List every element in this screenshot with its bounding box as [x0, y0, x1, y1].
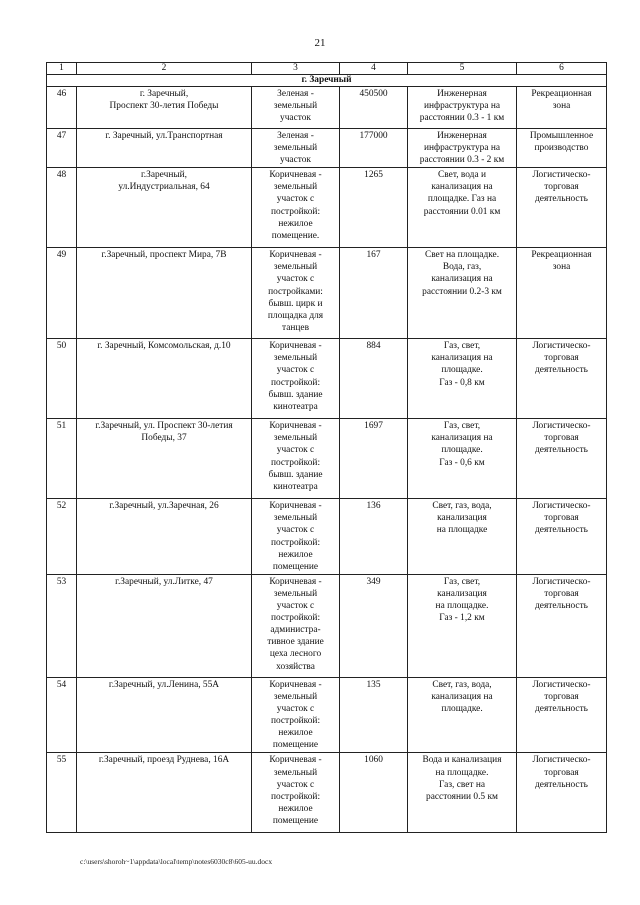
infrastructure-cell: Свет на площадке. Вода, газ, канализация на расстоянии 0.2-3 км: [408, 248, 517, 339]
category-cell: Зеленая - земельный участок: [252, 129, 340, 168]
intended-use-cell: Логистическо- торговая деятельность: [517, 419, 607, 499]
intended-use-cell: Логистическо- торговая деятельность: [517, 499, 607, 575]
row-number: 52: [47, 499, 77, 575]
table-row: [47, 339, 607, 419]
infrastructure-cell: Газ, свет, канализация на площадке. Газ - 1,2 км: [408, 574, 517, 677]
table-row: [47, 168, 607, 248]
area-cell: 450500: [340, 87, 408, 129]
intended-use-cell: Логистическо- торговая деятельность: [517, 574, 607, 677]
intended-use-cell: Рекреационная зона: [517, 87, 607, 129]
column-number: 2: [77, 63, 252, 75]
category-cell: Зеленая - земельный участок: [252, 87, 340, 129]
investment-sites-table: [46, 62, 607, 833]
intended-use-cell: Логистическо- торговая деятельность: [517, 677, 607, 753]
intended-use-cell: Логистическо- торговая деятельность: [517, 339, 607, 419]
infrastructure-cell: Свет, вода и канализация на площадке. Газ на расстоянии 0.01 км: [408, 168, 517, 248]
column-number: 3: [252, 63, 340, 75]
address-cell: г.Заречный, проспект Мира, 7В: [77, 248, 252, 339]
area-cell: 1060: [340, 753, 408, 833]
area-cell: 884: [340, 339, 408, 419]
table-row: [47, 129, 607, 168]
area-cell: 167: [340, 248, 408, 339]
category-cell: Коричневая - земельный участок с постройкой: нежилое помещение: [252, 753, 340, 833]
column-number: 4: [340, 63, 408, 75]
column-number: 5: [408, 63, 517, 75]
intended-use-cell: Логистическо- торговая деятельность: [517, 753, 607, 833]
column-number: 6: [517, 63, 607, 75]
row-number: 51: [47, 419, 77, 499]
infrastructure-cell: Свет, газ, вода, канализация на площадке.: [408, 677, 517, 753]
column-number-row: [47, 63, 607, 75]
intended-use-cell: Логистическо- торговая деятельность: [517, 168, 607, 248]
section-row: [47, 75, 607, 87]
address-cell: г.Заречный, ул.Литке, 47: [77, 574, 252, 677]
category-cell: Коричневая - земельный участок с постройкой: администра- тивное здание цеха лесного хозяйства: [252, 574, 340, 677]
page-number: 21: [314, 37, 326, 49]
area-cell: 135: [340, 677, 408, 753]
row-number: 50: [47, 339, 77, 419]
area-cell: 1265: [340, 168, 408, 248]
category-cell: Коричневая - земельный участок с постройкой: нежилое помещение: [252, 499, 340, 575]
address-cell: г. Заречный, ул.Транспортная: [77, 129, 252, 168]
address-cell: г. Заречный, Проспект 30-летия Победы: [77, 87, 252, 129]
infrastructure-cell: Газ, свет, канализация на площадке. Газ - 0,6 км: [408, 419, 517, 499]
address-cell: г.Заречный, проезд Руднева, 16А: [77, 753, 252, 833]
area-cell: 136: [340, 499, 408, 575]
category-cell: Коричневая - земельный участок с постройкой: нежилое помещение: [252, 677, 340, 753]
category-cell: Коричневая - земельный участок с постройкой: бывш. здание кинотеатра: [252, 419, 340, 499]
address-cell: г. Заречный, Комсомольская, д.10: [77, 339, 252, 419]
row-number: 48: [47, 168, 77, 248]
infrastructure-cell: Инженерная инфраструктура на расстоянии 0.3 - 2 км: [408, 129, 517, 168]
infrastructure-cell: Газ, свет, канализация на площадке. Газ - 0,8 км: [408, 339, 517, 419]
section-title: г. Заречный: [47, 75, 607, 87]
row-number: 55: [47, 753, 77, 833]
table-row: [47, 753, 607, 833]
column-number: 1: [47, 63, 77, 75]
address-cell: г.Заречный, ул.Ленина, 55А: [77, 677, 252, 753]
address-cell: г.Заречный, ул.Индустриальная, 64: [77, 168, 252, 248]
row-number: 49: [47, 248, 77, 339]
intended-use-cell: Промышленное производство: [517, 129, 607, 168]
area-cell: 349: [340, 574, 408, 677]
area-cell: 177000: [340, 129, 408, 168]
infrastructure-cell: Свет, газ, вода, канализация на площадке: [408, 499, 517, 575]
table-row: [47, 419, 607, 499]
table-row: [47, 87, 607, 129]
row-number: 53: [47, 574, 77, 677]
infrastructure-cell: Инженерная инфраструктура на расстоянии 0.3 - 1 км: [408, 87, 517, 129]
row-number: 46: [47, 87, 77, 129]
infrastructure-cell: Вода и канализация на площадке. Газ, свет на расстоянии 0.5 км: [408, 753, 517, 833]
row-number: 54: [47, 677, 77, 753]
address-cell: г.Заречный, ул. Проспект 30-летия Победы, 37: [77, 419, 252, 499]
category-cell: Коричневая - земельный участок с постройкой: нежилое помещение.: [252, 168, 340, 248]
intended-use-cell: Рекреационная зона: [517, 248, 607, 339]
table-row: [47, 677, 607, 753]
category-cell: Коричневая - земельный участок с постройками: бывш. цирк и площадка для танцев: [252, 248, 340, 339]
area-cell: 1697: [340, 419, 408, 499]
row-number: 47: [47, 129, 77, 168]
table-row: [47, 499, 607, 575]
address-cell: г.Заречный, ул.Заречная, 26: [77, 499, 252, 575]
category-cell: Коричневая - земельный участок с постройкой: бывш. здание кинотеатра: [252, 339, 340, 419]
footer-file-path: c:\users\shoroh~1\appdata\local\temp\notes6030c8\605-uu.docx: [80, 857, 273, 866]
table-row: [47, 248, 607, 339]
table-row: [47, 574, 607, 677]
